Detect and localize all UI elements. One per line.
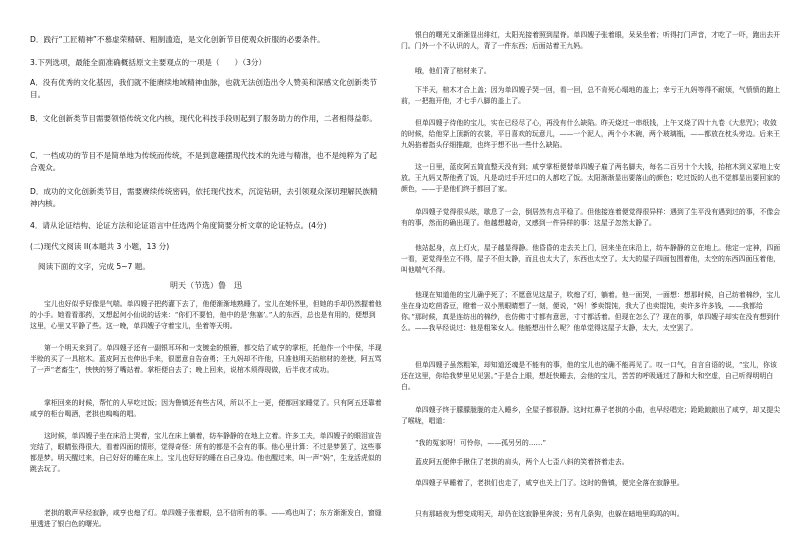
story-paragraph: 下半天，棺木才合上盖；因为单四嫂子哭一回，看一回，总不肯死心塌地的盖上；幸亏王九妈等得不耐烦，气愤愤的跑上前，一把拖开他，才七手八脚的盖上了。 — [401, 86, 781, 105]
right-column — [397, 0, 787, 560]
section-heading: (二)现代文阅读 II(本题共 3 小题，13 分) — [30, 242, 170, 251]
story-paragraph: 这一日里，蓝皮阿五简直整天没有到；咸亨掌柜便替单四嫂子雇了两名脚夫，每名二百另十个大钱，抬棺木到义冢地上安放。王九妈又帮他煮了饭，凡是动过手开过口的人都吃了饭。太阳渐渐显出要落山的颜色；吃过饭的人也不觉都显出要回家的颜色，——于是他们终于都回了家。 — [401, 163, 781, 193]
story-paragraph: 银白的曙光又渐渐显出绯红，太阳光接着照到屋脊。单四嫂子张着眼，呆呆坐着；听得打门声音，才吃了一吓，跑出去开门。门外一个不认识的人，背了一件东西；后面站着王九妈。 — [401, 31, 781, 50]
song-line: “我的冤家呀！可怜你，——孤另另的……” — [415, 439, 547, 447]
left-column — [0, 0, 386, 560]
story-paragraph: 蓝皮阿五便伸手揪住了老拱的肩头，两个人七歪八斜的笑着挤着走去。 — [415, 458, 629, 466]
story-paragraph: 但单四嫂子待他的宝儿，实在已经尽了心，再没有什么缺陷。昨天烧过一串纸钱，上午又烧了四十九卷《大悲咒》；收敛的时候，给他穿上顶新的衣裳，平日喜欢的玩意儿，——一个泥人，两个小木碗，两个玻璃瓶，——都放在枕头旁边。后来王九妈掐着指头仔细推敲，也终于想不出一些什么缺陷。 — [401, 119, 780, 149]
story-paragraph: 这时候，单四嫂子坐在床沿上哭着，宝儿在床上躺着，纺车静静的在地上立着。许多工夫，单四嫂子的眼泪宣告完结了，眼睛张得很大，看着四面的情形，觉得奇怪：所有的都是不会有的事。他心里计算：不过是梦罢了，这些事都是梦。明天醒过来，自己好好的睡在床上，宝儿也好好的睡在自己身边。他也醒过来，叫一声“妈”，生龙活虎似的跳去玩了。 — [30, 432, 382, 473]
story-paragraph: 单四嫂子终于朦朦胧胧的走入睡乡，全屋子都很静。这时红鼻子老拱的小曲，也早经唱完；跄跄踉踉出了咸亨，却又提尖了喉咙，唱道： — [401, 406, 781, 425]
q3-option-b: B．文化创新类节目需要领悟传统文化内核，现代化科技手段则起到了服务助力的作用，二者相得益彰。 — [30, 114, 377, 123]
q3-stem: 3.下列选项，最能全面准确概括原文主要观点的一项是（ ）（3分） — [30, 58, 267, 67]
story-paragraph: 单四嫂子觉得很头眩，歇息了一会，倒居然有点平稳了。但他接连着便觉得很异样：遇到了生平没有遇到过的事，不像会有的事，然而的确出现了。他越想越奇，又感到一件异样的事：这屋子忽然太静了。 — [401, 208, 781, 227]
story-paragraph: 掌柜回来的时候，帮忙的人早吃过饭；因为鲁镇还有些古风，所以不上一更，便都回家睡觉了。只有阿五还靠着咸亨的柜台喝酒，老拱也嗚嗚的唱。 — [30, 399, 382, 418]
story-paragraph: 只有那暗夜为想变成明天，却仍在这寂静里奔波；另有几条狗，也躲在暗地里呜呜的叫。 — [415, 510, 684, 518]
story-paragraph: 他现在知道他的宝儿确乎死了；不愿意见这屋子，吹熄了灯，躺着。他一面哭，一面想：想那时候，自己纺着棉纱，宝儿坐在身边吃茴香豆，瞪着一双小黑眼睛想了一刻，便说，“妈！爹卖馄饨，我大了也卖馄饨，卖许多许多钱，——我都给你。”那时候，真是连纺出的棉纱，也仿佛寸寸都有意思，寸寸都活着。但现在怎么了？现在的事，单四嫂子却实在没有想到什么。——我早经说过：他是粗笨女人。他能想出什么呢？他单觉得这屋子太静，太大，太空罢了。 — [401, 291, 781, 332]
story-paragraph: 宝儿也好似乎好像是气喘。单四嫂子把药灌下去了，他便渐渐地熟睡了。宝儿在她怀里，但她的手却仍然握着他的小手。她看看那药，又想起何小仙说的话来：“你们不要怕，他中的是‘焦塞’。”人的东西，总也是有用的，便想到这里，心里又平静了些。这一晚，单四嫂子守着宝儿，坐着等天明。 — [30, 300, 382, 330]
story-title: 明天（节选）鲁 迅 — [170, 281, 242, 290]
q3-option-c: C．一档成功的节目不是简单地为传统而传统，不是到意趣摆现代技术的先进与精准，也不是纯粹为了起合观众。 — [30, 151, 378, 172]
q4-stem: 4．请从论证结构、论证方法和论证语言中任选两个角度简要分析文章的论证特点。(4分) — [30, 221, 327, 230]
q3-option-a: A．没有优秀的文化基因，我们就不能赓续地域精神血脉，也就无法创造出令人赞美和深感文化创新类节目。 — [30, 78, 377, 99]
story-paragraph: 单四嫂子早睡着了，老拱们也走了，咸亨也关上门了。这时的鲁镇，便完全落在寂静里。 — [415, 479, 684, 487]
q2-option-d: D．践行“工匠精神”不慕虚荣精研、粗制滥造，是文化创新节目使观众折服的必要条件。 — [30, 35, 325, 44]
story-paragraph: 第一个明天来到了。单四嫂子还有一副银耳环和一支镀金的银簪，都交给了咸亨的掌柜，托他作一个中保，半现半赊的买了一具棺木。蓝皮阿五也伸出手来，很愿意自告奋勇；王九妈却不许他，只准他明天抬棺材的差使，阿五骂了一声“老畜生”，怏怏的努了嘴站着。掌柜便自去了；晚上回来，说棺木须得现做，后半夜才成功。 — [30, 344, 382, 374]
story-paragraph: 但单四嫂子虽然粗笨，却知道还魂是不能有的事，他的宝儿也的确不能再见了。叹一口气，自言自语的说，“宝儿，你该还在这里，你给我梦里见见罢。”于是合上眼，想赶快睡去，会他的宝儿，苦苦的呼吸通过了静和大和空虚，自己听得明明白白。 — [401, 361, 777, 391]
story-paragraph: 老拱的歌声早经寂静，咸亨也熄了灯。单四嫂子张着眼，总不信所有的事。——鸡也叫了；东方渐渐发白，窗缝里透进了银白色的曙光。 — [30, 509, 382, 528]
story-paragraph: 他站起身，点上灯火，屋子越显得静。他昏昏的走去关上门，回来坐在床沿上，纺车静静的立在地上。他定一定神，四面一看，更觉得坐立不得，屋子不但太静，而且也太大了，东西也太空了。太大的屋子四面包围着他，太空的东西四面压着他，叫他喘气不得。 — [401, 244, 781, 274]
instruction: 阅读下面的文字，完成 5~7 题。 — [38, 262, 150, 271]
story-paragraph: 哦，他们背了棺材来了。 — [415, 67, 491, 75]
q3-option-d: D．成功的文化创新类节目，需要赓续传统密码，依托现代技术，沉淀钻研，去引领观众深切理解民族精神内核。 — [30, 187, 378, 208]
